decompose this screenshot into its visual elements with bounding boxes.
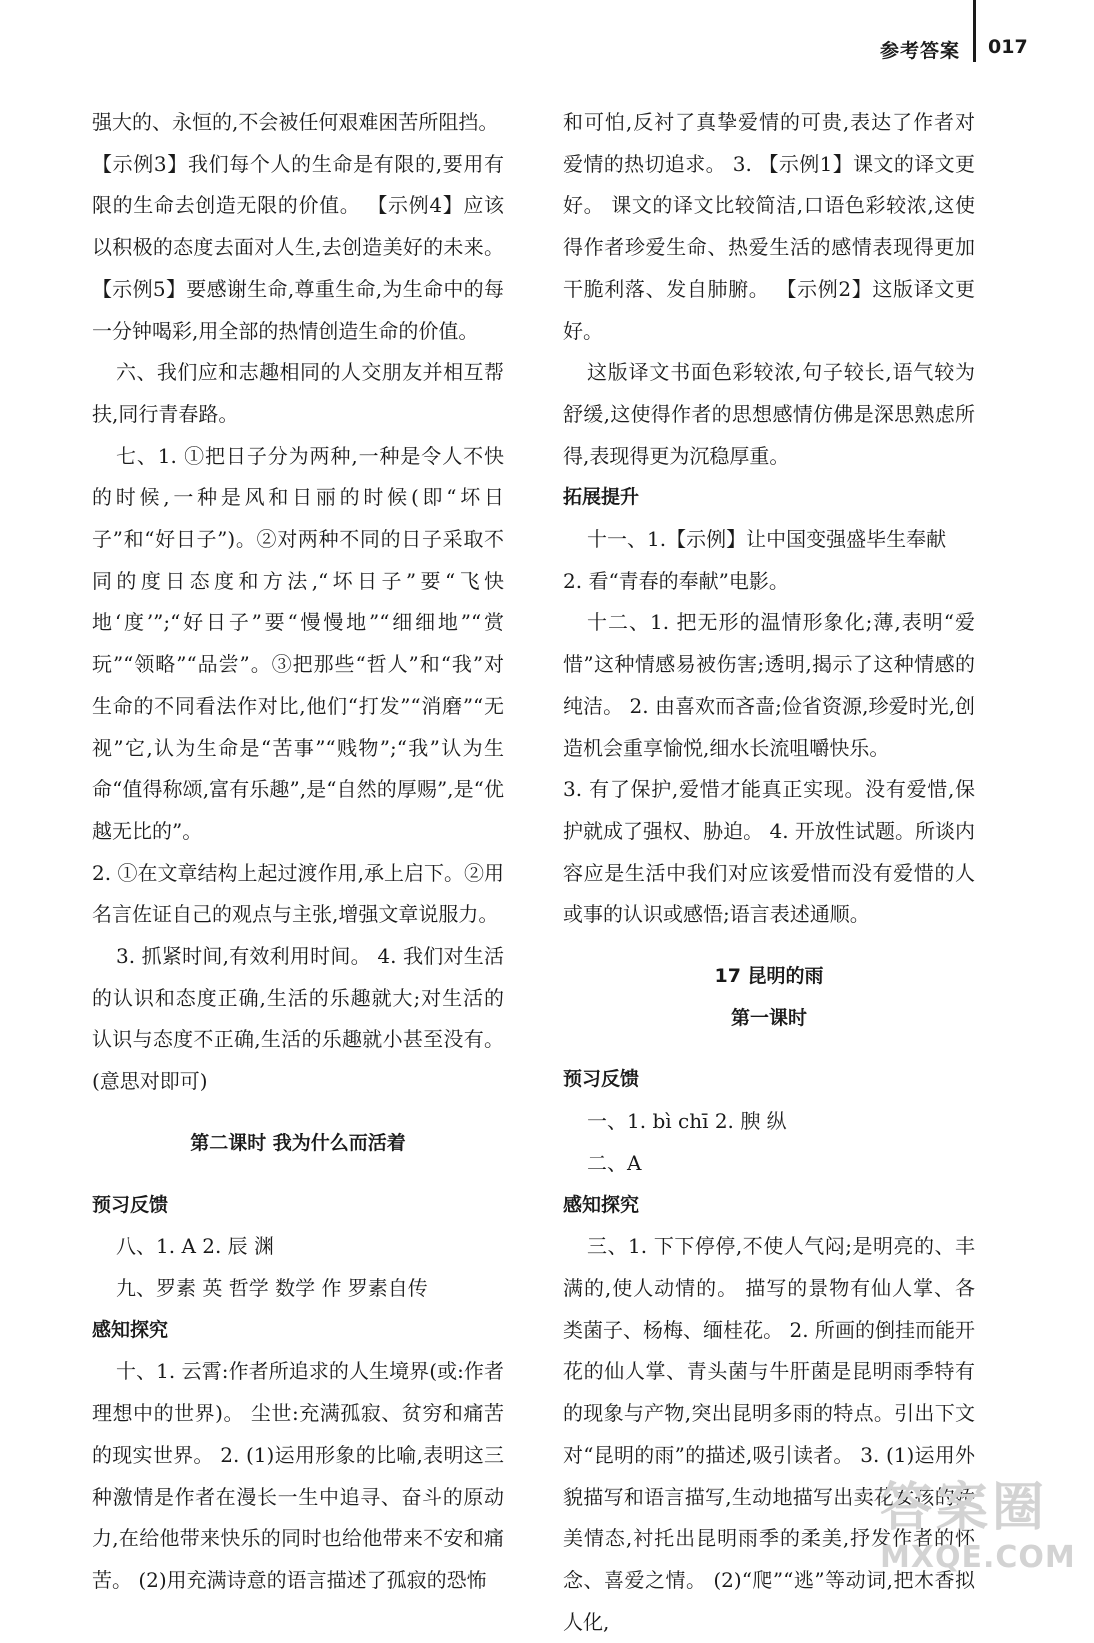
header-divider (973, 0, 976, 62)
chapter-title: 17 昆明的雨 (714, 965, 824, 988)
answer-paragraph: 六、我们应和志趣相同的人交朋友并相互帮扶,同行青春路。 (92, 360, 504, 426)
section-heading: 感知探究 (563, 1193, 640, 1216)
answer-paragraph: 十、1. 云霄:作者所追求的人生境界(或:作者理想中的世界)。 尘世:充满孤寂、贫穷和痛苦的现实世界。 2. (1)运用形象的比喻,表明这三种激情是作者在漫长一生中追寻、奋斗的原动力,在给他带来快乐的同时也给他带来不安和痛苦。 (2)用充满诗意的语言描述了孤寂的恐怖 (92, 1359, 504, 1592)
header-section-title: 参考答案 (879, 40, 960, 62)
answer-paragraph: 这版译文书面色彩较浓,句子较长,语气较为舒缓,这使得作者的思想感情仿佛是深思熟虑所得,表现得更为沉稳厚重。 (563, 360, 975, 468)
section-heading: 感知探究 (92, 1318, 169, 1341)
answer-paragraph: 强大的、永恒的,不会被任何艰难困苦所阻挡。 【示例3】我们每个人的生命是有限的,要用有限的生命去创造无限的价值。 【示例4】应该以积极的态度去面对人生,去创造美好的未来。 【示例5】要感谢生命,尊重生命,为生命中的每一分钟喝彩,用全部的热情创造生命的价值。 (92, 110, 504, 343)
left-column (92, 102, 504, 1602)
answer-paragraph: 3. 抓紧时间,有效利用时间。 4. 我们对生活的认识和态度正确,生活的乐趣就大;对生活的认识与态度不正确,生活的乐趣就小甚至没有。(意思对即可) (92, 944, 504, 1094)
answer-paragraph: 二、A (587, 1150, 642, 1175)
answer-paragraph: 八、1. A 2. 辰 渊 (116, 1234, 275, 1259)
watermark-url: MXQE.COM (880, 1540, 1076, 1575)
answer-paragraph: 七、1. ①把日子分为两种,一种是令人不快的时候,一种是风和日丽的时候(即“坏日子”和“好日子”)。②对两种不同的日子采取不同的度日态度和方法,“坏日子”要“飞快地‘度’”;“好日子”要“慢慢地”“细细地”“赏玩”“领略”“品尝”。③把那些“哲人”和“我”对生命的不同看法作对比,他们“打发”“消磨”“无视”它,认为生命是“苦事”“贱物”;“我”认为生命“值得称颂,富有乐趣”,是“自然的厚赐”,是“优越无比的”。 (92, 443, 504, 843)
lesson-title: 第二课时 我为什么而活着 (190, 1131, 406, 1154)
page-number: 017 (988, 36, 1028, 58)
answer-paragraph: 十一、1.【示例】让中国变强盛毕生奉献 (587, 527, 947, 552)
answer-paragraph: 3. 有了保护,爱惜才能真正实现。没有爱惜,保护就成了强权、胁迫。 4. 开放性试题。所谈内容应是生活中我们对应该爱惜而没有爱惜的人或事的认识或感悟;语言表述通顺。 (563, 777, 975, 927)
answer-paragraph: 九、罗素 英 哲学 数学 作 罗素自传 (116, 1275, 428, 1300)
answer-paragraph: 三、1. 下下停停,不使人气闷;是明亮的、丰满的,使人动情的。 描写的景物有仙人掌、各类菌子、杨梅、缅桂花。 2. 所画的倒挂而能开花的仙人掌、青头菌与牛肝菌是昆明雨季特有的现象与产物,突出昆明多雨的特点。引出下文对“昆明的雨”的描述,吸引读者。 3. (1)运用外貌描写和语言描写,生动地描写出卖花女孩的娇美情态,衬托出昆明雨季的柔美,抒发作者的怀念、喜爱之情。 (2)“爬”“逃”等动词,把木香拟人化, (563, 1234, 975, 1634)
section-heading: 拓展提升 (563, 486, 640, 509)
answer-paragraph: 和可怕,反衬了真挚爱情的可贵,表达了作者对爱情的热切追求。 3. 【示例1】课文的译文更好。 课文的译文比较简洁,口语色彩较浓,这使得作者珍爱生命、热爱生活的感情表现得更加干脆利落、发自肺腑。 【示例2】这版译文更好。 (563, 110, 975, 343)
answer-paragraph: 一、1. bì chī 2. 腴 纵 (587, 1109, 787, 1134)
answer-paragraph: 2. ①在文章结构上起过渡作用,承上启下。②用名言佐证自己的观点与主张,增强文章说服力。 (92, 860, 504, 927)
lesson-title: 第一课时 (730, 1006, 807, 1029)
watermark-text: 答案圈 (880, 1478, 1049, 1538)
answer-paragraph: 十二、1. 把无形的温情形象化;薄,表明“爱惜”这种情感易被伤害;透明,揭示了这种情感的纯洁。 2. 由喜欢而吝啬;俭省资源,珍爱时光,创造机会重享愉悦,细水长流咀嚼快乐。 (563, 610, 975, 760)
watermark-logo (880, 1478, 1080, 1593)
page-header (0, 0, 1094, 70)
right-column (563, 102, 975, 1643)
section-heading: 预习反馈 (92, 1193, 169, 1216)
section-heading: 预习反馈 (563, 1068, 640, 1091)
answer-paragraph: 2. 看“青春的奉献”电影。 (563, 568, 789, 593)
